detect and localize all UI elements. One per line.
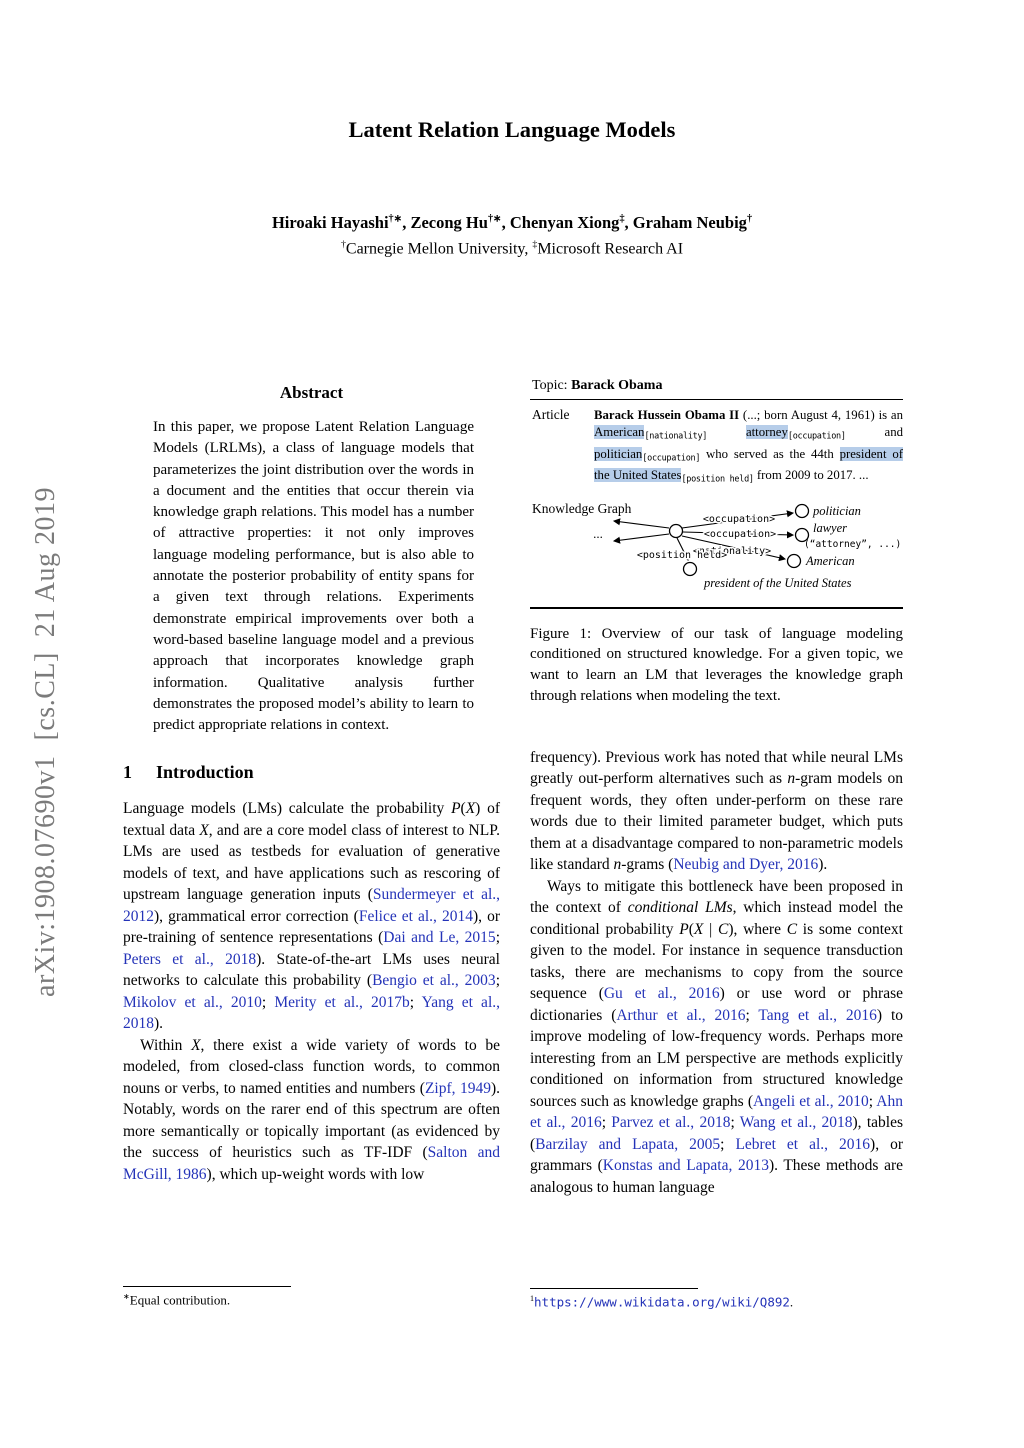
text-segment: ;	[495, 972, 500, 990]
citation-link[interactable]: Mikolov et al., 2010	[123, 993, 262, 1011]
citation-link[interactable]: Konstas and Lapata, 2013	[602, 1157, 769, 1175]
text-segment: ), which up-weight words with low	[206, 1165, 425, 1183]
citation-link[interactable]: Angeli et al., 2010	[752, 1092, 869, 1110]
text-segment: n	[787, 770, 796, 788]
text-segment: Equal contribution.	[129, 1292, 231, 1308]
abstract-heading: Abstract	[279, 383, 344, 402]
text-segment: Microsoft Research AI	[537, 240, 684, 258]
arxiv-sidebar-banner: arXiv:1908.07690v1 [cs.CL] 21 Aug 2019	[30, 487, 61, 997]
text-segment: X	[199, 821, 209, 839]
text-segment: ). State-of-the-art LMs uses neural networks to calculate this probability (	[123, 950, 500, 990]
kg-edge-label-occupation-2: <occupation>	[703, 528, 777, 540]
kg-node-american	[788, 554, 801, 567]
text-segment: ), or pre-training of sentence representations (	[123, 907, 501, 947]
footnote-rule-right	[530, 1288, 698, 1289]
text-segment: , and are a core model class of interest to NLP. LMs are used as testbeds for evaluation of generative models of text, and have applications such as rescoring of upstream language generation inputs (	[123, 821, 500, 904]
text-segment: Chenyan Xiong	[509, 213, 620, 232]
citation-link[interactable]: Neubig and Dyer, 2016	[673, 856, 819, 874]
text-segment: X	[465, 800, 476, 818]
text-segment: †	[746, 213, 753, 225]
text-segment: ,	[624, 213, 633, 232]
text-segment: [occupation]	[642, 453, 701, 463]
text-segment: ;	[409, 993, 422, 1011]
figure-article-text	[594, 407, 903, 489]
text-segment: frequency). Previous work has noted that while neural LMs greatly out-perform alternatives such as	[530, 748, 903, 788]
figure-article-label: Article	[532, 407, 570, 422]
text-segment: Ways to mitigate this bottleneck have been proposed in the context of	[530, 877, 903, 917]
citation-link[interactable]: Gu et al., 2016	[603, 985, 720, 1003]
text-segment: Language models (LMs) calculate the probability	[123, 800, 452, 818]
text-segment: ;	[868, 1092, 877, 1110]
citation-link[interactable]: Zipf, 1949	[424, 1079, 491, 1097]
author-list	[0, 213, 1024, 233]
intro-paragraph-2	[123, 1035, 500, 1186]
figure-article-row	[530, 400, 903, 493]
citation-link[interactable]: Lebret et al., 2016	[735, 1135, 871, 1153]
citation-link[interactable]: Arthur et al., 2016	[616, 1006, 746, 1024]
text-segment: ), where	[728, 920, 787, 938]
text-segment: ).	[154, 1015, 164, 1033]
text-segment: Barack Obama	[571, 378, 663, 393]
text-segment: ∗	[123, 1292, 130, 1301]
right-column	[530, 376, 903, 1198]
text-segment	[707, 425, 746, 439]
citation-link[interactable]: Ahn et al., 2016	[530, 1092, 903, 1132]
figure-knowledge-graph-row	[530, 493, 903, 607]
kg-edge-other-2	[614, 534, 669, 541]
section-heading-introduction	[123, 762, 500, 783]
kg-edge-label-position-held: <position held>	[636, 549, 728, 561]
text-segment: ;	[601, 1114, 612, 1132]
text-segment: [position held]	[681, 474, 754, 485]
text-segment: (...; born August 4, 1961) is an	[739, 408, 903, 422]
kg-ellipsis: ...	[593, 525, 603, 541]
kg-node-label-president: president of the United States	[704, 575, 852, 590]
kg-node-topic-entity	[670, 524, 683, 537]
text-segment: , which instead model the conditional probability	[530, 899, 903, 938]
citation-link[interactable]: Parvez et al., 2018	[611, 1114, 731, 1132]
abstract-text: In this paper, we propose Latent Relation Language Models (LRLMs), a class of language models that parameterizes the joint distribution over the words in a document and the entities that occur therein via knowledge graph relations. This model has a number of attractive properties: it not only improves language modeling performance, but is also able to annotate the posterior probability of entity spans for a given text through relations. Experiments demonstrate empirical improvements over both a word-based baseline language model and a previous approach that incorporates knowledge graph information. Qualitative analysis further demonstrates the proposed model’s ability to learn to predict appropriate relations in context.	[153, 419, 474, 734]
text-segment: n	[613, 856, 622, 874]
footnote-url-link[interactable]: https://www.wikidata.org/wiki/Q892	[534, 1294, 790, 1310]
right-paragraph-1	[530, 747, 903, 876]
text-segment: , there exist a wide variety of words to be modeled, from closed-class function words, to common nouns or verbs, to named entities and numbers (	[123, 1036, 500, 1097]
text-segment: Zecong Hu	[410, 213, 488, 232]
text-segment: conditional LMs	[627, 899, 733, 917]
text-segment: (	[460, 800, 466, 818]
text-segment: ) or use word or phrase dictionaries (	[530, 985, 903, 1024]
section-number: 1	[123, 762, 132, 783]
text-segment: ,	[402, 213, 411, 232]
text-segment: Carnegie Mellon University,	[345, 240, 533, 258]
text-segment: from 2009 to 2017. ...	[753, 468, 869, 482]
text-segment: ;	[261, 993, 275, 1011]
text-segment: -gram models on frequent words, they often under-perform on these rare words due to their limited parameter budget, which puts them at a disadvantage compared to non-parametric models like standard	[530, 770, 903, 874]
citation-link[interactable]: Merity et al., 2017b	[274, 993, 410, 1011]
text-segment: politician	[594, 446, 643, 461]
text-segment: Topic:	[532, 378, 572, 393]
text-segment: †	[340, 239, 346, 250]
citation-link[interactable]: Felice et al., 2014	[358, 907, 473, 925]
citation-link[interactable]: Tang et al., 2016	[758, 1006, 877, 1024]
text-segment: ), tables (	[530, 1114, 903, 1153]
text-segment: †∗	[388, 213, 403, 225]
kg-node-label-american: American	[806, 553, 855, 568]
footnote-right-text	[530, 1294, 907, 1310]
text-segment: 1	[530, 1294, 535, 1303]
citation-link[interactable]: Salton and McGill, 1986	[123, 1144, 501, 1183]
paper-title: Latent Relation Language Models	[348, 117, 676, 142]
citation-link[interactable]: Dai and Le, 2015	[383, 929, 496, 947]
right-paragraph-2	[530, 876, 903, 1199]
left-column	[123, 383, 500, 1185]
citation-link[interactable]: Barzilay and Lapata, 2005	[535, 1135, 721, 1153]
footnote-equal-contribution	[123, 1286, 500, 1308]
text-segment: ;	[495, 929, 500, 947]
text-segment: ). These methods are analogous to human language	[530, 1157, 903, 1196]
text-segment: -grams (	[621, 856, 674, 874]
text-segment: Barack Hussein Obama II	[594, 408, 740, 422]
text-segment: |	[703, 920, 718, 938]
section-title: Introduction	[156, 762, 254, 783]
text-segment: P	[451, 800, 461, 818]
text-segment: ) of textual data	[123, 800, 501, 839]
footnote-rule-left	[123, 1286, 291, 1287]
figure-kg-label: Knowledge Graph	[532, 500, 632, 516]
text-segment: [occupation]	[787, 431, 846, 442]
text-segment: and	[845, 425, 903, 439]
text-segment: ,	[501, 213, 510, 232]
text-segment: ;	[730, 1114, 740, 1132]
text-segment: ;	[720, 1135, 736, 1153]
text-segment: P	[679, 920, 689, 938]
text-segment: (	[688, 920, 694, 938]
text-segment: †∗	[487, 213, 502, 225]
citation-link[interactable]: Sundermeyer et al., 2012	[123, 886, 501, 925]
text-segment: X	[693, 920, 704, 938]
text-segment: ). Notably, words on the rarer end of this spectrum are often more semantically or topically important (as evidenced by the success of heuristics such as TF-IDF (	[123, 1079, 500, 1162]
text-segment: ‡	[532, 239, 538, 250]
kg-edge-label-nationality: <nationality>	[692, 545, 772, 557]
affiliations	[0, 239, 1024, 258]
citation-link[interactable]: Yang et al., 2018	[123, 993, 500, 1033]
text-segment: Within	[140, 1036, 192, 1054]
figure-topic-row	[530, 376, 903, 400]
citation-link[interactable]: Wang et al., 2018	[739, 1114, 853, 1132]
citation-link[interactable]: Bengio et al., 2003	[372, 972, 496, 990]
text-segment: American	[594, 425, 645, 439]
text-segment: ), grammatical error correction (	[154, 907, 359, 925]
kg-edge-label-occupation-1: <occupation>	[702, 513, 776, 525]
footnote-left-text	[123, 1292, 500, 1308]
text-segment: X	[191, 1036, 201, 1054]
text-segment: ;	[745, 1006, 759, 1024]
text-segment: ).	[818, 856, 828, 874]
citation-link[interactable]: Peters et al., 2018	[123, 950, 257, 968]
figure-1	[530, 376, 903, 609]
text-segment: [nationality]	[644, 431, 708, 442]
text-segment: who served as the 44th	[700, 446, 840, 461]
text-segment: ‡	[619, 213, 625, 225]
text-segment: C	[786, 920, 798, 938]
kg-node-politician	[796, 504, 809, 517]
figure-1-caption: Figure 1: Overview of our task of language modeling conditioned on structured knowledge. For a given topic, we want to learn an LM that leverages the knowledge graph through relations when modeling the text.	[530, 625, 903, 704]
text-segment: president of the United States	[594, 446, 903, 482]
text-segment: is some context given to the model. For instance in sequence transduction tasks, there are mechanisms to copy from the source sequence (	[530, 920, 903, 1003]
kg-node-label-lawyer: lawyer	[813, 520, 848, 535]
kg-edge-other-1	[614, 521, 669, 528]
text-segment: ) to improve modeling of low-frequency words. Perhaps more interesting from an LM perspective are methods explicitly conditioned on information from structured knowledge sources such as knowledge graphs (	[530, 1006, 904, 1110]
intro-paragraph-1	[123, 798, 500, 1035]
footnote-wikidata-url	[530, 1288, 907, 1310]
kg-node-label-lawyer-alias: (“attorney”, ...)	[804, 538, 902, 550]
text-segment: .	[789, 1294, 794, 1310]
kg-node-president	[684, 562, 697, 575]
text-segment: C	[717, 920, 729, 938]
text-segment: Hiroaki Hayashi	[271, 213, 389, 232]
text-segment: Graham Neubig	[632, 213, 747, 232]
kg-node-label-politician: politician	[813, 503, 861, 518]
text-segment: attorney	[745, 425, 788, 439]
text-segment: ), or grammars (	[530, 1135, 904, 1175]
